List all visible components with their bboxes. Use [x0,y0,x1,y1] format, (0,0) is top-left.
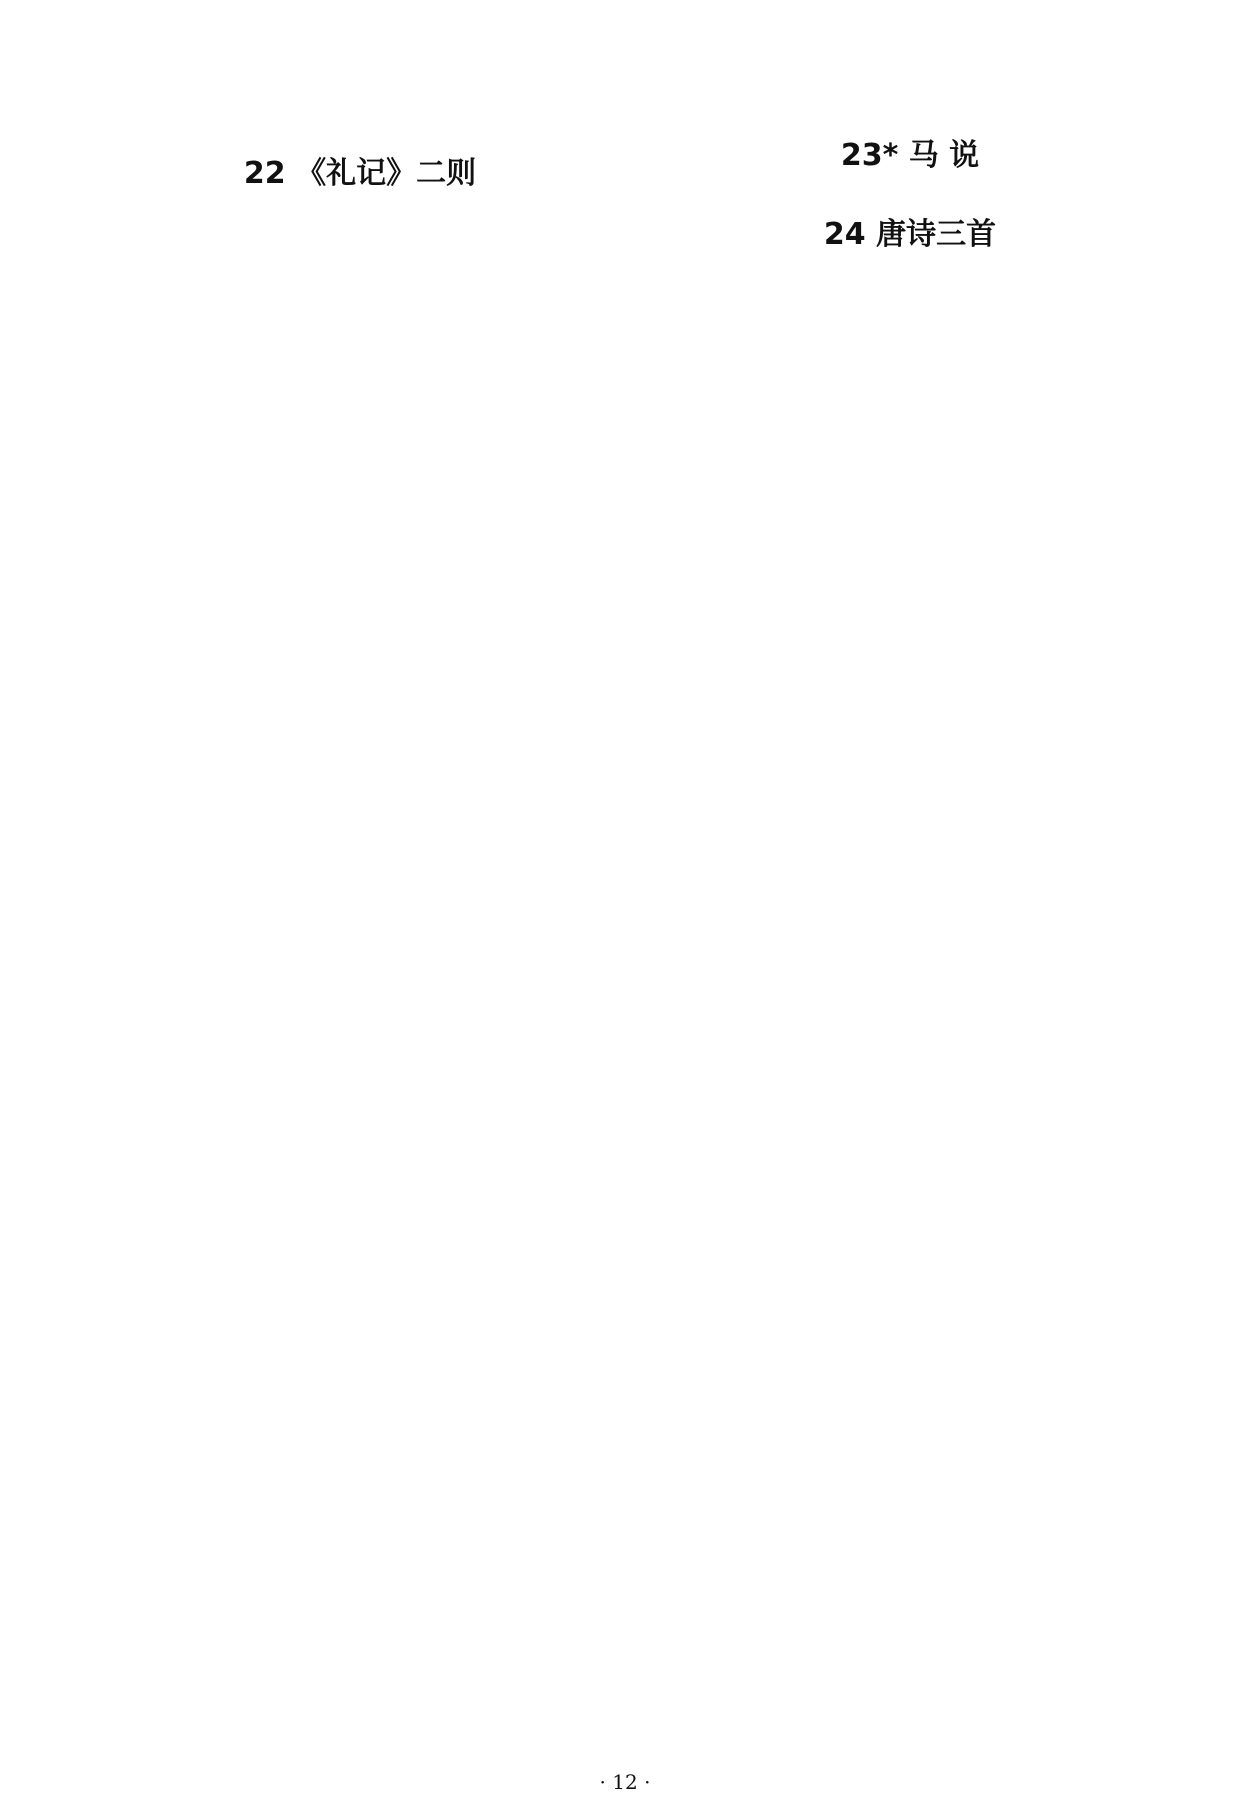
answer-paragraph [100,130,620,131]
answer-paragraph [650,270,1170,271]
left-column [100,95,620,227]
answer-paragraph [650,112,1170,113]
answer-paragraph [650,191,1170,192]
section-24-heading: 24 唐诗三首 [823,217,997,252]
section-23-heading: 23* 马 说 [840,138,980,173]
answer-paragraph [100,112,620,113]
right-column [650,95,1170,288]
answer-paragraph [100,209,620,210]
section-22-heading: 22 《礼记》二则 [243,156,477,191]
page-number: · 12 · [599,1770,651,1794]
